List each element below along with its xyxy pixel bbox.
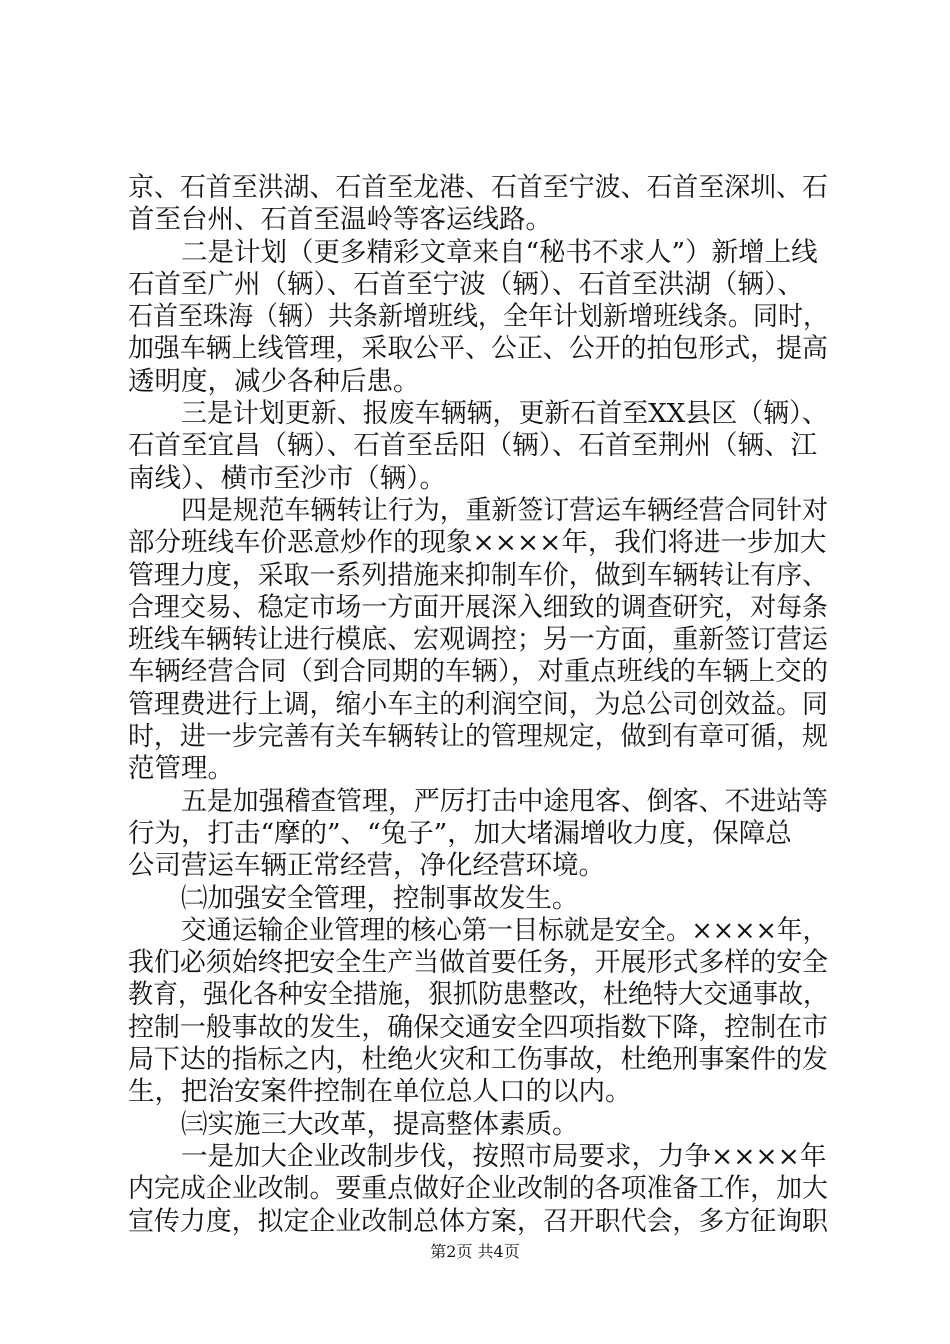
text-line: 透明度，减少各种后患。 xyxy=(128,365,420,397)
text-line: 五是加强稽查管理，严厉打击中途甩客、倒客、不进站等 xyxy=(181,785,828,817)
text-line: 合理交易、稳定市场一方面开展深入细致的调查研究，对每条 xyxy=(128,591,828,623)
text-line: 四是规范车辆转让行为，重新签订营运车辆经营合同针对 xyxy=(181,494,828,526)
text-line: 石首至广州（辆）、石首至宁波（辆）、石首至洪湖（辆）、 xyxy=(128,268,804,300)
text-line: 南线）、横市至沙市（辆）。 xyxy=(128,462,446,494)
text-line: 一是加大企业改制步伐，按照市局要求，力争××××年 xyxy=(181,1140,827,1172)
text-line: 生，把治安案件控制在单位总人口的以内。 xyxy=(128,1076,632,1108)
text-line: 车辆经营合同（到合同期的车辆），对重点班线的车辆上交的 xyxy=(128,656,829,688)
document-body xyxy=(128,172,828,1238)
text-line: 时，进一步完善有关车辆转让的管理规定，做到有章可循，规 xyxy=(128,721,828,753)
text-line: 局下达的指标之内，杜绝火灾和工伤事故，杜绝刑事案件的发 xyxy=(128,1044,828,1076)
text-line: 控制一般事故的发生，确保交通安全四项指数下降，控制在市 xyxy=(128,1011,828,1043)
text-line: 三是计划更新、报废车辆辆，更新石首至XX县区（辆）、 xyxy=(181,398,829,430)
text-line: 班线车辆转让进行模底、宏观调控；另一方面，重新签订营运 xyxy=(128,624,828,656)
text-line: 首至台州、石首至温岭等客运线路。 xyxy=(128,204,552,236)
text-line: 加强车辆上线管理，采取公平、公正、公开的拍包形式，提高 xyxy=(128,333,828,365)
text-line: ㈢实施三大改革，提高整体素质。 xyxy=(181,1108,579,1140)
text-line: 管理费进行上调，缩小车主的利润空间，为总公司创效益。同 xyxy=(128,688,828,720)
text-line: 部分班线车价恶意炒作的现象××××年，我们将进一步加大 xyxy=(128,527,827,559)
text-line: 京、石首至洪湖、石首至龙港、石首至宁波、石首至深圳、石 xyxy=(128,172,828,203)
text-line: 公司营运车辆正常经营，净化经营环境。 xyxy=(128,850,605,882)
text-line: 行为，打击“摩的”、“兔子”，加大堵漏增收力度，保障总 xyxy=(128,817,792,849)
text-line: 教育，强化各种安全措施，狠抓防患整改，杜绝特大交通事故， xyxy=(128,979,829,1011)
text-line: 我们必须始终把安全生产当做首要任务，开展形式多样的安全 xyxy=(128,947,828,979)
text-line: 石首至珠海（辆）共条新增班线，全年计划新增班线条。同时， xyxy=(128,301,829,333)
text-line: 内完成企业改制。要重点做好企业改制的各项准备工作，加大 xyxy=(128,1173,828,1205)
text-line: 范管理。 xyxy=(128,753,234,785)
text-line: 二是计划（更多精彩文章来自“秘书不求人”）新增上线 xyxy=(181,236,818,268)
page-footer: 第2页 共4页 xyxy=(430,1242,520,1261)
text-line: 石首至宜昌（辆）、石首至岳阳（辆）、石首至荆州（辆、江 xyxy=(128,430,817,462)
text-line: ㈡加强安全管理，控制事故发生。 xyxy=(181,882,579,914)
text-line: 管理力度，采取一系列措施来抑制车价，做到车辆转让有序、 xyxy=(128,559,828,591)
text-line: 宣传力度，拟定企业改制总体方案，召开职代会，多方征询职 xyxy=(128,1205,828,1237)
text-line: 交通运输企业管理的核心第一目标就是安全。××××年， xyxy=(181,914,828,946)
